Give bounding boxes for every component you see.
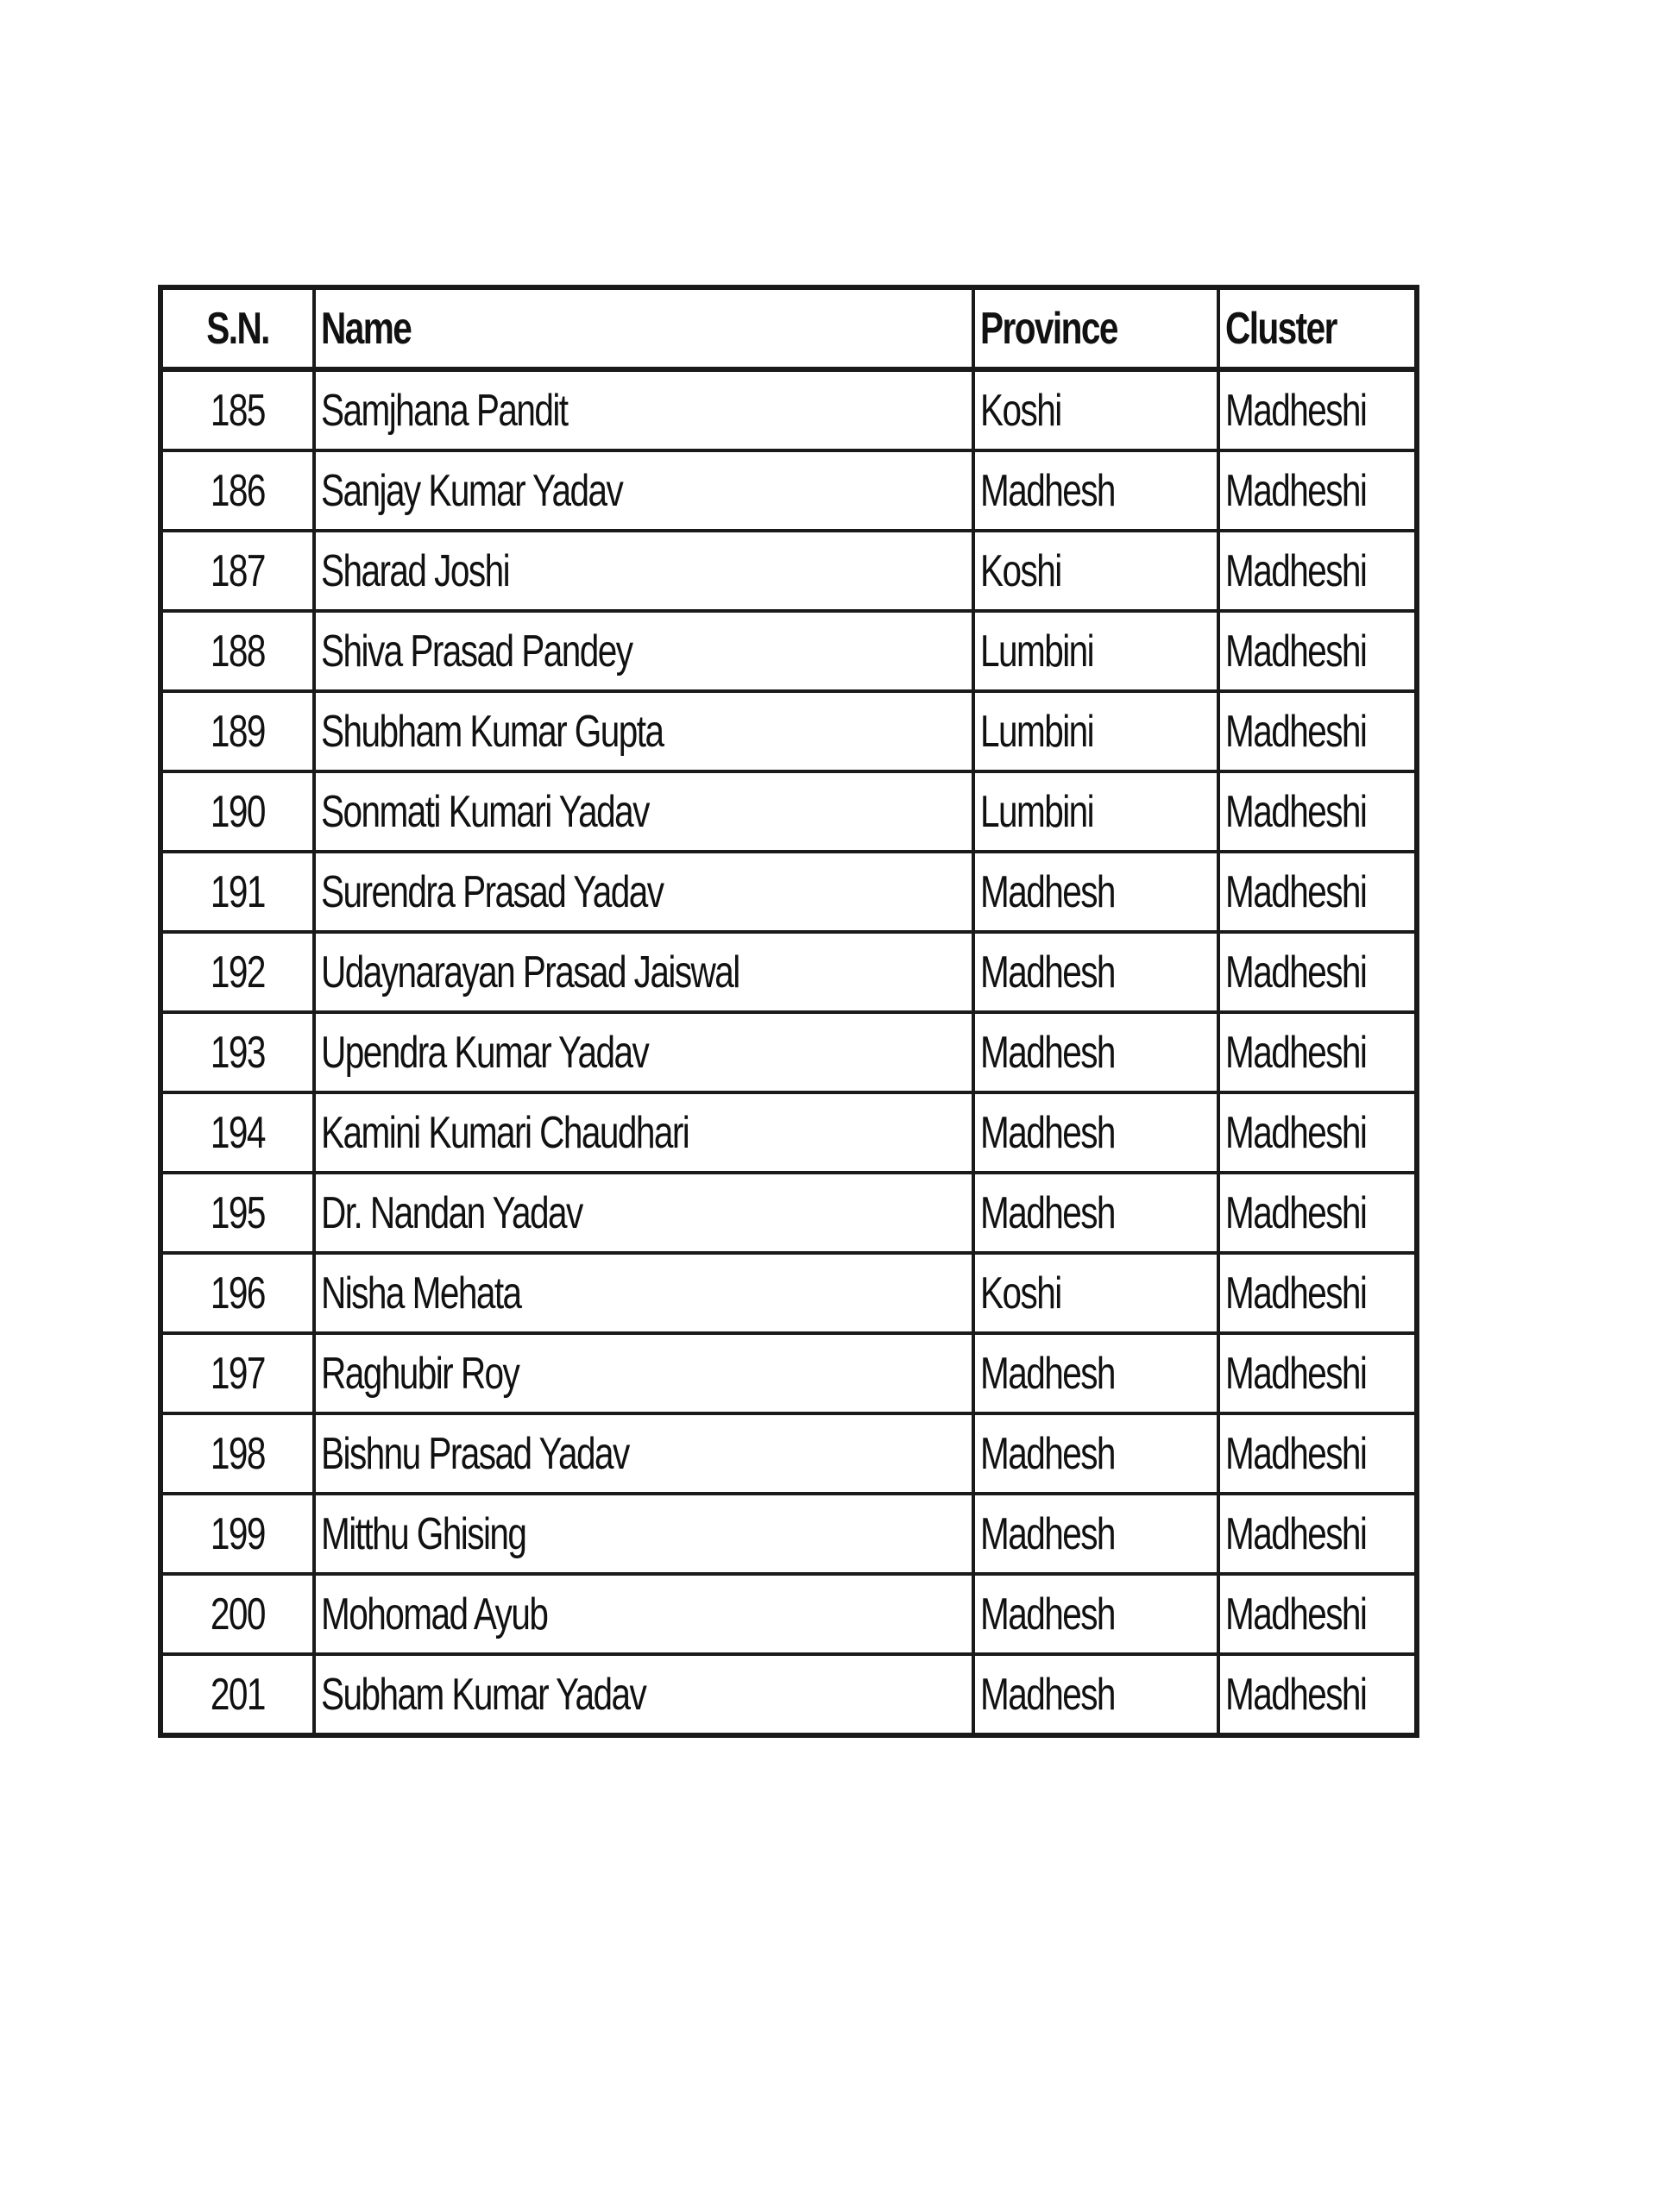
cell-province: Madhesh bbox=[973, 1333, 1218, 1413]
cell-name: Mitthu Ghising bbox=[314, 1494, 973, 1574]
cell-sn: 185 bbox=[160, 369, 314, 450]
cell-province: Lumbini bbox=[973, 691, 1218, 771]
cell-cluster: Madheshi bbox=[1218, 450, 1417, 531]
table-row bbox=[160, 1494, 1417, 1574]
cell-sn: 186 bbox=[160, 450, 314, 531]
header-sn: S.N. bbox=[160, 287, 314, 369]
cell-province: Koshi bbox=[973, 531, 1218, 611]
cell-sn: 198 bbox=[160, 1413, 314, 1494]
cell-cluster: Madheshi bbox=[1218, 852, 1417, 932]
cell-sn: 196 bbox=[160, 1253, 314, 1333]
cell-sn: 191 bbox=[160, 852, 314, 932]
cell-province: Koshi bbox=[973, 369, 1218, 450]
cell-sn: 194 bbox=[160, 1092, 314, 1173]
cell-province: Lumbini bbox=[973, 771, 1218, 852]
table-row bbox=[160, 450, 1417, 531]
table-row bbox=[160, 1333, 1417, 1413]
cell-province: Madhesh bbox=[973, 932, 1218, 1012]
table-row bbox=[160, 771, 1417, 852]
table-row bbox=[160, 369, 1417, 450]
cell-name: Sharad Joshi bbox=[314, 531, 973, 611]
cell-cluster: Madheshi bbox=[1218, 771, 1417, 852]
member-table bbox=[158, 285, 1419, 1738]
cell-sn: 200 bbox=[160, 1574, 314, 1654]
table-row bbox=[160, 1173, 1417, 1253]
cell-province: Madhesh bbox=[973, 852, 1218, 932]
table-row bbox=[160, 611, 1417, 691]
cell-name: Mohomad Ayub bbox=[314, 1574, 973, 1654]
cell-name: Nisha Mehata bbox=[314, 1253, 973, 1333]
table-row bbox=[160, 1012, 1417, 1092]
cell-sn: 197 bbox=[160, 1333, 314, 1413]
cell-sn: 190 bbox=[160, 771, 314, 852]
cell-name: Raghubir Roy bbox=[314, 1333, 973, 1413]
cell-province: Madhesh bbox=[973, 1413, 1218, 1494]
cell-province: Madhesh bbox=[973, 1574, 1218, 1654]
table-row bbox=[160, 1654, 1417, 1735]
cell-cluster: Madheshi bbox=[1218, 1654, 1417, 1735]
cell-name: Sanjay Kumar Yadav bbox=[314, 450, 973, 531]
cell-province: Madhesh bbox=[973, 1012, 1218, 1092]
cell-province: Madhesh bbox=[973, 450, 1218, 531]
table-body bbox=[160, 369, 1417, 1735]
cell-cluster: Madheshi bbox=[1218, 531, 1417, 611]
cell-cluster: Madheshi bbox=[1218, 369, 1417, 450]
header-province: Province bbox=[973, 287, 1218, 369]
cell-province: Madhesh bbox=[973, 1092, 1218, 1173]
cell-name: Shiva Prasad Pandey bbox=[314, 611, 973, 691]
cell-province: Madhesh bbox=[973, 1494, 1218, 1574]
cell-sn: 188 bbox=[160, 611, 314, 691]
cell-cluster: Madheshi bbox=[1218, 1173, 1417, 1253]
cell-cluster: Madheshi bbox=[1218, 1413, 1417, 1494]
cell-cluster: Madheshi bbox=[1218, 1494, 1417, 1574]
cell-cluster: Madheshi bbox=[1218, 1333, 1417, 1413]
table-header-row bbox=[160, 287, 1417, 369]
cell-name: Shubham Kumar Gupta bbox=[314, 691, 973, 771]
table-row bbox=[160, 932, 1417, 1012]
cell-sn: 192 bbox=[160, 932, 314, 1012]
cell-name: Sonmati Kumari Yadav bbox=[314, 771, 973, 852]
table-row bbox=[160, 691, 1417, 771]
cell-cluster: Madheshi bbox=[1218, 691, 1417, 771]
cell-cluster: Madheshi bbox=[1218, 1253, 1417, 1333]
cell-name: Kamini Kumari Chaudhari bbox=[314, 1092, 973, 1173]
header-name: Name bbox=[314, 287, 973, 369]
cell-name: Bishnu Prasad Yadav bbox=[314, 1413, 973, 1494]
cell-cluster: Madheshi bbox=[1218, 1574, 1417, 1654]
cell-name: Surendra Prasad Yadav bbox=[314, 852, 973, 932]
cell-province: Lumbini bbox=[973, 611, 1218, 691]
cell-sn: 195 bbox=[160, 1173, 314, 1253]
cell-cluster: Madheshi bbox=[1218, 1092, 1417, 1173]
cell-sn: 193 bbox=[160, 1012, 314, 1092]
cell-cluster: Madheshi bbox=[1218, 1012, 1417, 1092]
cell-name: Samjhana Pandit bbox=[314, 369, 973, 450]
cell-sn: 199 bbox=[160, 1494, 314, 1574]
table-row bbox=[160, 1574, 1417, 1654]
cell-cluster: Madheshi bbox=[1218, 932, 1417, 1012]
cell-sn: 189 bbox=[160, 691, 314, 771]
table-row bbox=[160, 1092, 1417, 1173]
cell-province: Madhesh bbox=[973, 1654, 1218, 1735]
table-row bbox=[160, 531, 1417, 611]
cell-name: Subham Kumar Yadav bbox=[314, 1654, 973, 1735]
table-row bbox=[160, 1253, 1417, 1333]
cell-sn: 187 bbox=[160, 531, 314, 611]
cell-cluster: Madheshi bbox=[1218, 611, 1417, 691]
cell-name: Udaynarayan Prasad Jaiswal bbox=[314, 932, 973, 1012]
cell-name: Dr. Nandan Yadav bbox=[314, 1173, 973, 1253]
cell-province: Koshi bbox=[973, 1253, 1218, 1333]
cell-sn: 201 bbox=[160, 1654, 314, 1735]
cell-province: Madhesh bbox=[973, 1173, 1218, 1253]
cell-name: Upendra Kumar Yadav bbox=[314, 1012, 973, 1092]
header-cluster: Cluster bbox=[1218, 287, 1417, 369]
table-row bbox=[160, 1413, 1417, 1494]
table-row bbox=[160, 852, 1417, 932]
